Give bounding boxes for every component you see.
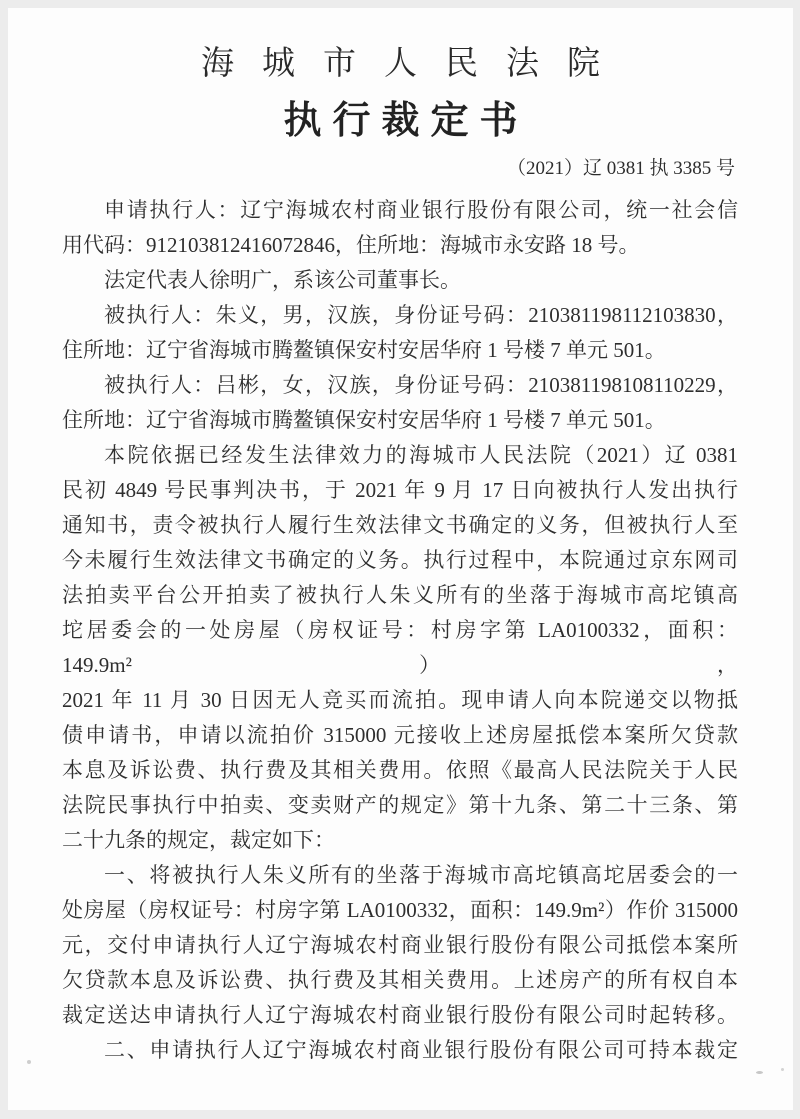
body-line: 住所地：辽宁省海城市腾鳌镇保安村安居华府 1 号楼 7 单元 501。 — [62, 338, 666, 362]
body-line: 2021 年 11 月 30 日因无人竞买而流拍。现申请人向本院递交以物抵 — [62, 688, 738, 712]
body-line: 法定代表人徐明广，系该公司董事长。 — [104, 268, 461, 292]
body-line: 裁定送达申请执行人辽宁海城农村商业银行股份有限公司时起转移。 — [62, 1003, 738, 1027]
body-line: 民初 4849 号民事判决书，于 2021 年 9 月 17 日向被执行人发出执行 — [62, 478, 738, 502]
body-line: 二十九条的规定，裁定如下： — [62, 828, 335, 852]
body-line: 债申请书，申请以流拍价 315000 元接收上述房屋抵偿本案所欠贷款 — [62, 723, 738, 747]
body-line: 法拍卖平台公开拍卖了被执行人朱义所有的坐落于海城市高坨镇高 — [62, 583, 738, 607]
court-name: 海城市人民法院 — [201, 46, 628, 82]
body-line: 一、将被执行人朱义所有的坐落于海城市高坨镇高坨居委会的一 — [104, 863, 738, 887]
body-line: 今未履行生效法律文书确定的义务。执行过程中，本院通过京东网司 — [62, 548, 738, 572]
body-line: 住所地：辽宁省海城市腾鳌镇保安村安居华府 1 号楼 7 单元 501。 — [62, 408, 666, 432]
body-line: 欠贷款本息及诉讼费、执行费及其相关费用。上述房产的所有权自本 — [62, 968, 738, 992]
scan-artifact-dot — [781, 1068, 784, 1071]
body-line: 二、申请执行人辽宁海城农村商业银行股份有限公司可持本裁定 — [104, 1038, 738, 1062]
body-line: 法院民事执行中拍卖、变卖财产的规定》第十九条、第二十三条、第 — [62, 793, 738, 817]
case-number: （2021）辽 0381 执 3385 号 — [506, 158, 735, 179]
body-line: 元，交付申请执行人辽宁海城农村商业银行股份有限公司抵偿本案所 — [62, 933, 738, 957]
body-line: 本息及诉讼费、执行费及其相关费用。依照《最高人民法院关于人民 — [62, 758, 738, 782]
document-page — [8, 8, 793, 1110]
body-line: 被执行人：朱义，男，汉族，身份证号码：210381198112103830， — [104, 303, 738, 327]
body-line: 通知书，责令被执行人履行生效法律文书确定的义务，但被执行人至 — [62, 513, 738, 537]
body-line: 本院依据已经发生法律效力的海城市人民法院（2021）辽 0381 — [104, 443, 738, 467]
body-line: 被执行人：吕彬，女，汉族，身份证号码：210381198108110229， — [104, 373, 738, 397]
scan-artifact-dot — [27, 1060, 31, 1064]
body-line: 处房屋（房权证号：村房字第 LA0100332，面积：149.9m²）作价 315000 — [62, 898, 738, 922]
document-title: 执行裁定书 — [283, 100, 529, 142]
body-line: 申请执行人：辽宁海城农村商业银行股份有限公司，统一社会信 — [104, 198, 738, 222]
scan-artifact-smudge — [756, 1071, 763, 1074]
document-body — [62, 193, 738, 1068]
body-line: 用代码：912103812416072846，住所地：海城市永安路 18 号。 — [62, 233, 640, 257]
body-line: 坨居委会的一处房屋（房权证号：村房字第 LA0100332，面积：149.9m²）， — [62, 618, 738, 677]
